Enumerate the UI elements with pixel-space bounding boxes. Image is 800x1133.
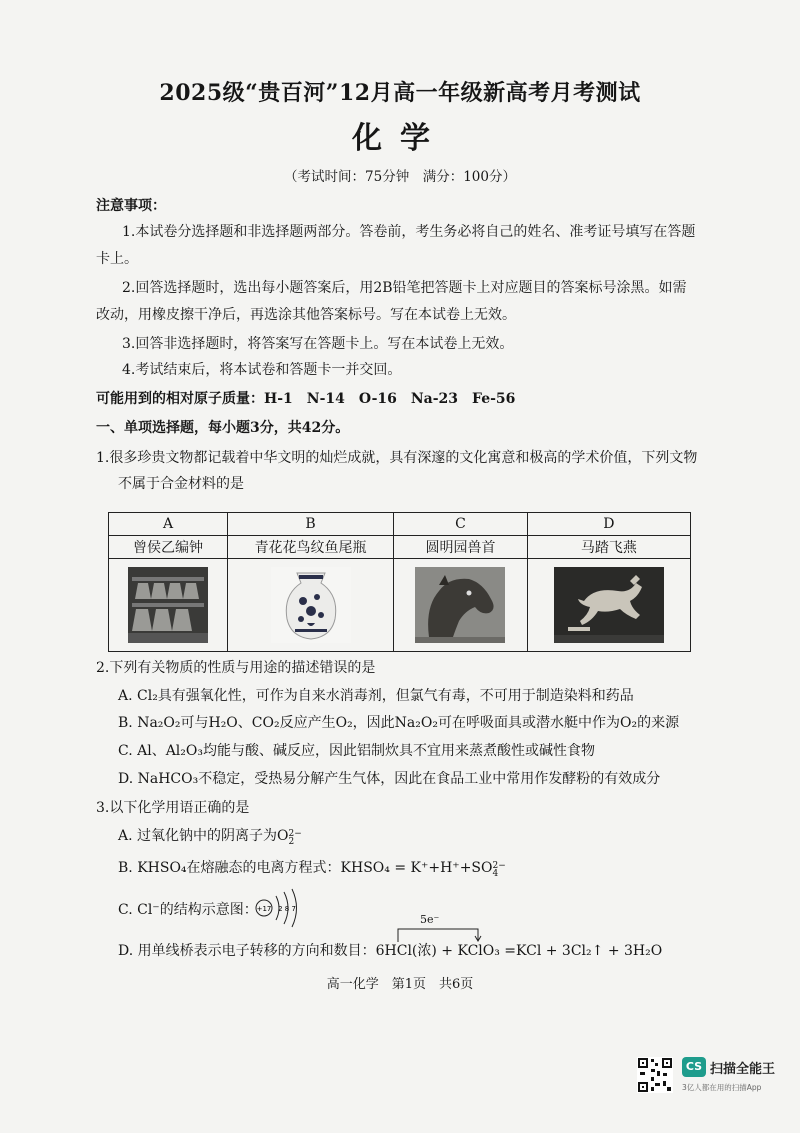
q1-options-table: [108, 512, 691, 652]
q3-option-a: A. 过氧化钠中的阴离子为O 2− 2: [118, 828, 302, 847]
option-b-letter: B: [228, 513, 394, 536]
note-1: 1.本试卷分选择题和非选择题两部分。答卷前，考生务必将自己的姓名、准考证号填写在答题: [122, 224, 696, 240]
q3-option-d: D. 用单线桥表示电子转移的方向和数目：6HCl(浓) + KClO₃ =KCl + 3Cl₂↑ + 3H₂O: [118, 943, 663, 959]
single-bridge-arrow: [396, 926, 486, 942]
page-footer: 高一化学 第1页 共6页: [326, 977, 474, 992]
q3-option-c: C. Cl⁻的结构示意图：: [118, 902, 258, 918]
bronze-bells-photo: [128, 567, 208, 643]
option-d-letter: D: [527, 513, 690, 536]
scanner-app-name: 扫描全能王: [710, 1062, 776, 1077]
option-c-name: 圆明园兽首: [394, 536, 528, 559]
q3-option-b: B. KHSO₄在熔融态的电离方程式：KHSO₄ = K⁺+H⁺+SO 2− 4: [118, 860, 506, 879]
option-a-letter: A: [109, 513, 228, 536]
electron-transfer-label: 5e⁻: [420, 913, 440, 926]
atomic-masses: 可能用到的相对原子质量：H-1 N-14 O-16 Na-23 Fe-56: [96, 391, 516, 407]
note-2-cont: 改动，用橡皮擦干净后，再选涂其他答案标号。写在本试卷上无效。: [96, 307, 516, 323]
section-1-heading: 一、单项选择题，每小题3分，共42分。: [96, 420, 350, 436]
q2-option-d: D. NaHCO₃不稳定，受热易分解产生气体，因此在食品工业中常用作发酵粉的有效成分: [118, 771, 661, 787]
option-d-name: 马踏飞燕: [527, 536, 690, 559]
q2-option-b: B. Na₂O₂可与H₂O、CO₂反应产生O₂，因此Na₂O₂可在呼吸面具或潜水艇中作为O₂的来源: [118, 715, 680, 731]
note-3: 3.回答非选择题时，将答案写在答题卡上。写在本试卷上无效。: [122, 336, 514, 352]
q3-option-b-text: B. KHSO₄在熔融态的电离方程式：KHSO₄ = K⁺+H⁺+SO: [118, 860, 493, 876]
q3-stem: 3.以下化学用语正确的是: [96, 800, 250, 816]
q2-option-c: C. Al、Al₂O₃均能与酸、碱反应，因此铝制炊具不宜用来蒸煮酸性或碱性食物: [118, 743, 595, 759]
subject-title: 化学: [352, 121, 448, 156]
galloping-horse-photo: [554, 567, 664, 643]
scanner-tagline: 3亿人都在用的扫描App: [682, 1083, 762, 1092]
note-2: 2.回答选择题时，选出每小题答案后，用2B铅笔把答题卡上对应题目的答案标号涂黑。如需: [122, 280, 687, 296]
chlorine-ion-structure-diagram: [254, 888, 302, 928]
option-a-name: 曾侯乙编钟: [109, 536, 228, 559]
porcelain-vase-photo: [271, 567, 351, 643]
q2-stem: 2.下列有关物质的性质与用途的描述错误的是: [96, 660, 376, 676]
electron-shells: 2 8 7: [278, 905, 296, 913]
camscanner-logo-icon: CS: [682, 1057, 706, 1077]
q1-stem-line2: 不属于合金材料的是: [118, 476, 244, 492]
bronze-horse-head-photo: [415, 567, 505, 643]
q2-option-a: A. Cl₂具有强氧化性，可作为自来水消毒剂，但氯气有毒，不可用于制造染料和药品: [118, 688, 634, 704]
note-1-cont: 卡上。: [96, 251, 138, 267]
exam-title: 2025级“贵百河”12月高一年级新高考月考测试: [159, 80, 641, 106]
qr-code-icon: [637, 1057, 673, 1093]
nucleus-charge: +17: [256, 905, 272, 913]
option-c-letter: C: [394, 513, 528, 536]
notes-heading: 注意事项：: [96, 198, 166, 214]
option-b-name: 青花花鸟纹鱼尾瓶: [228, 536, 394, 559]
q3-option-a-text: A. 过氧化钠中的阴离子为O: [118, 828, 289, 844]
note-4: 4.考试结束后，将本试卷和答题卡一并交回。: [122, 362, 402, 378]
q1-stem-line1: 1.很多珍贵文物都记载着中华文明的灿烂成就，具有深邃的文化寓意和极高的学术价值，下列文物: [96, 450, 698, 466]
exam-info: （考试时间：75分钟 满分：100分）: [284, 169, 516, 185]
